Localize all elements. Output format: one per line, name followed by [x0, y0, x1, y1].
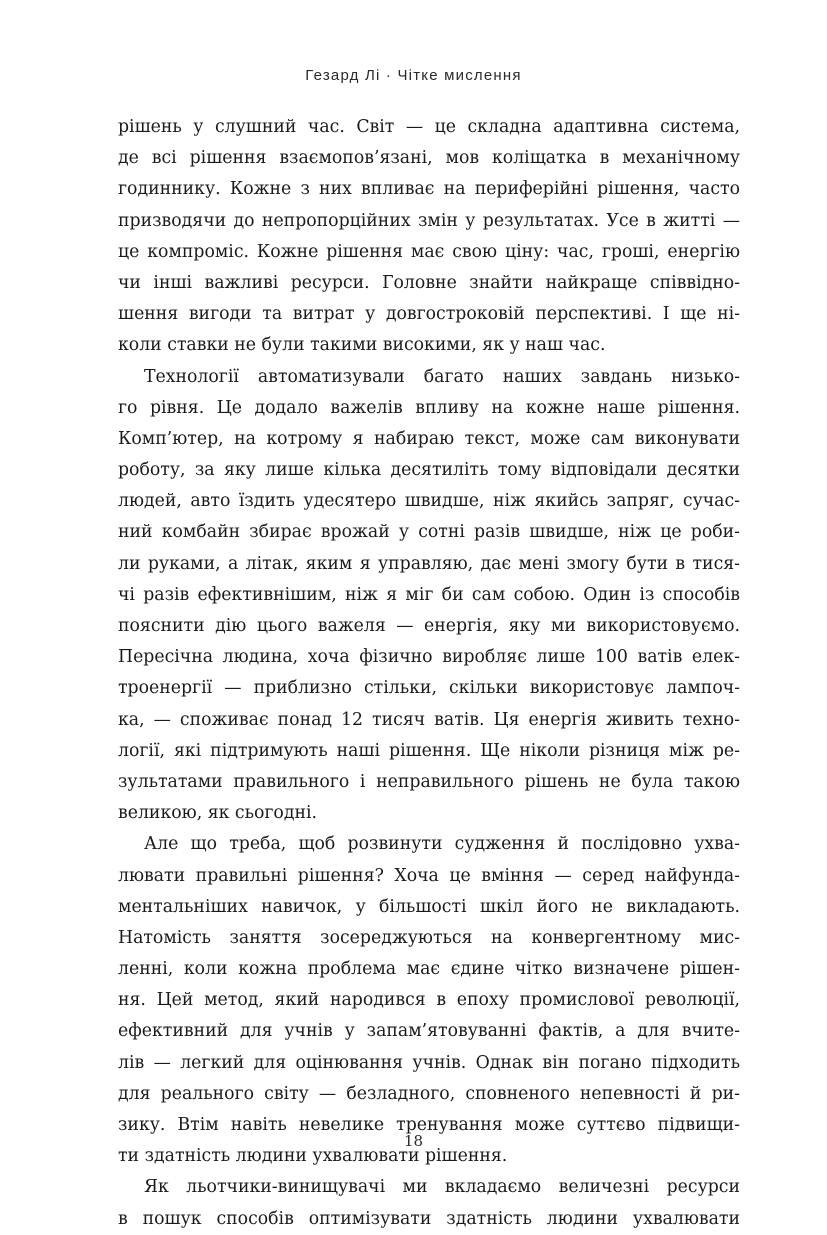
text-line: ментальніших навичок, у більшості шкіл його не викладають.: [118, 896, 740, 917]
text-line: призводячи до непропорційних змін у результатах. Усе в житті —: [118, 210, 740, 231]
text-line: Пересічна людина, хоча фізично виробляє лише 100 ватів елек-: [118, 647, 740, 668]
text-line: зультатами правильного і неправильного рішень не була такою: [118, 771, 740, 792]
text-line: чи інші важливі ресурси. Головне знайти найкраще співвідно-: [118, 272, 740, 293]
text-line: де всі рішення взаємопов’язані, мов коліщатка в механічному: [118, 148, 740, 169]
text-line: шення вигоди та витрат у довгостроковій перспективі. І ще ні-: [118, 304, 740, 325]
text-line: людей, авто їздить удесятеро швидше, ніж якийсь запряг, сучас-: [118, 491, 740, 512]
text-line: коли ставки не були такими високими, як у наш час.: [118, 335, 606, 356]
body-text: [118, 112, 740, 1235]
text-line: годиннику. Кожне з них впливає на периферійні рішення, часто: [118, 179, 740, 200]
text-line: го рівня. Це додало важелів впливу на кожне наше рішення.: [118, 397, 740, 418]
text-line: рішень у слушний час. Світ — це складна адаптивна система,: [118, 117, 740, 137]
text-line: ня. Цей метод, який народився в епоху промислової революції,: [118, 990, 740, 1011]
text-line: ленні, коли кожна проблема має єдине чітко визначене рішен-: [118, 959, 740, 980]
text-line: це компроміс. Кожне рішення має свою ціну: час, гроші, енергію: [118, 241, 740, 262]
text-line: зику. Втім навіть невелике тренування може суттєво підвищи-: [118, 1115, 740, 1135]
text-line: ний комбайн збирає врожай у сотні разів швидше, ніж це роби-: [118, 522, 740, 543]
text-line: ти здатність людини ухвалювати рішення.: [118, 1146, 508, 1167]
text-line: в пошук способів оптимізувати здатність людини ухвалювати: [118, 1208, 740, 1229]
text-line: ефективний для учнів у запам’ятовуванні фактів, а для вчите-: [118, 1021, 740, 1042]
text-line: лювати правильні рішення? Хоча це вміння — серед найфунда-: [118, 865, 740, 886]
text-line: роботу, за яку лише кілька десятиліть тому відповідали десятки: [118, 460, 740, 481]
page-number: 18: [403, 1132, 424, 1150]
paragraph-start-line: Як льотчики-винищувачі ми вкладаємо величезні ресурси: [144, 1177, 740, 1198]
text-line: логії, які підтримують наші рішення. Ще ніколи різниця між ре-: [118, 740, 740, 761]
text-line: Натомість заняття зосереджуються на конвергентному мис-: [118, 927, 740, 948]
text-line: ли руками, а літак, яким я управляю, дає мені змогу бути в тися-: [118, 553, 740, 574]
text-line: Комп’ютер, на котрому я набираю текст, може сам виконувати: [118, 428, 740, 449]
text-line: чі разів ефективнішим, ніж я міг би сам собою. Один із способів: [118, 584, 740, 605]
paragraph-start-line: Технології автоматизували багато наших завдань низько-: [144, 366, 740, 387]
text-line: лів — легкий для оцінювання учнів. Однак він погано підходить: [118, 1052, 740, 1073]
text-line: ка, — споживає понад 12 тисяч ватів. Ця енергія живить техно-: [118, 709, 740, 730]
text-line: троенергії — приблизно стільки, скільки використовує лампоч-: [118, 678, 740, 699]
text-line: для реального світу — безладного, сповненого непевності й ри-: [118, 1083, 740, 1104]
paragraph-start-line: Але що треба, щоб розвинути судження й послідовно ухва-: [144, 834, 740, 855]
text-line: пояснити дію цього важеля — енергія, яку ми використовуємо.: [118, 616, 740, 636]
text-line: великою, як сьогодні.: [118, 803, 318, 824]
running-header: Гезард Лі · Чітке мислення: [305, 67, 522, 84]
